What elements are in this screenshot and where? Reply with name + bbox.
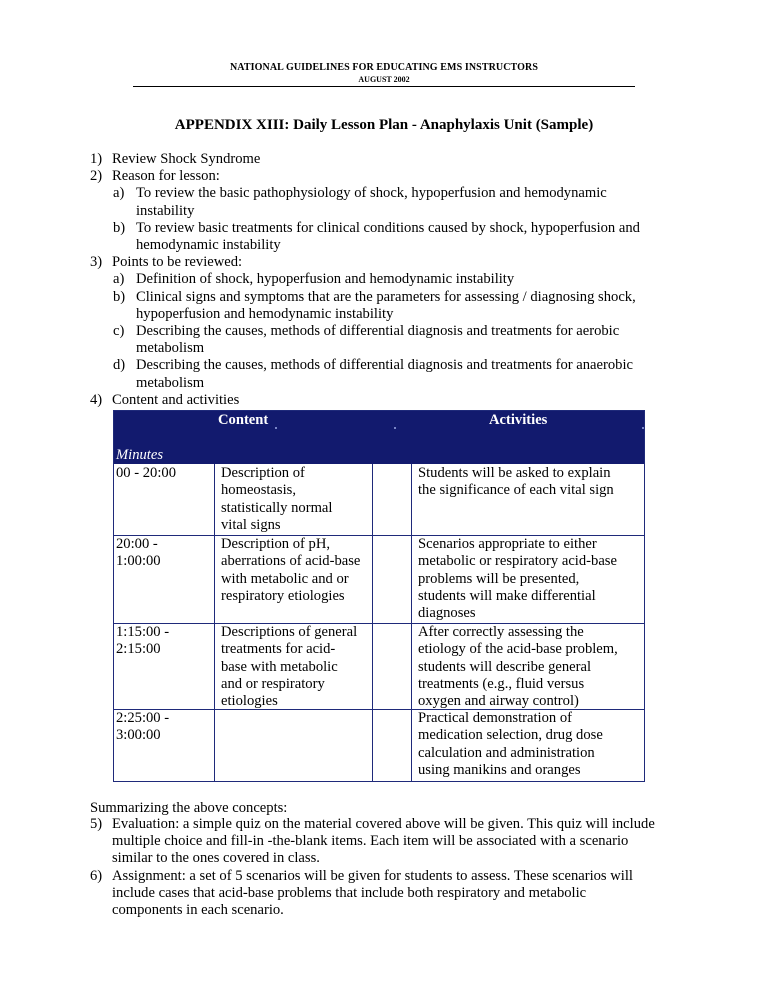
- time-cell: [116, 624, 169, 659]
- item-number: 2): [90, 168, 103, 185]
- header-activities: Activities: [489, 412, 548, 428]
- lesson-outline: [90, 151, 690, 409]
- content-line: statistically normal: [221, 499, 333, 516]
- sub-list-item: [90, 289, 690, 323]
- item-text: multiple choice and fill-in -the-blank items. Each item will be associated with a scenario: [112, 833, 629, 850]
- sub-item-line: instability: [136, 202, 195, 219]
- activities-line: using manikins and oranges: [418, 761, 581, 778]
- activities-line: problems will be presented,: [418, 570, 580, 587]
- list-item: [90, 868, 690, 920]
- item-number: 6): [90, 867, 103, 884]
- list-item: [90, 392, 690, 409]
- activities-line: Scenarios appropriate to either: [418, 536, 597, 552]
- sub-list-item: [90, 357, 690, 391]
- lesson-schedule-table: [113, 410, 644, 781]
- activities-line: students will describe general: [418, 658, 592, 675]
- time-cell: [116, 710, 169, 745]
- time-line: 3:00:00: [116, 727, 161, 744]
- sub-item-line: hypoperfusion and hemodynamic instability: [136, 305, 394, 322]
- activities-line: the significance of each vital sign: [418, 482, 614, 499]
- header-mark: [394, 427, 396, 429]
- sub-item-line: hemodynamic instability: [136, 237, 281, 254]
- activities-line: Students will be asked to explain: [418, 465, 611, 481]
- summary-label: Summarizing the above concepts:: [90, 800, 288, 816]
- time-line: 1:00:00: [116, 553, 161, 570]
- item-number: 4): [90, 391, 103, 408]
- time-line: 1:15:00 -: [116, 624, 170, 640]
- activities-line: diagnoses: [418, 605, 476, 622]
- content-line: base with metabolic: [221, 658, 338, 675]
- item-text: Points to be reviewed:: [112, 254, 243, 271]
- content-cell: [221, 465, 332, 534]
- header-mark: [275, 427, 277, 429]
- item-number: 3): [90, 254, 103, 271]
- content-line: Description of: [221, 465, 305, 481]
- content-line: etiologies: [221, 693, 278, 710]
- page-title: APPENDIX XIII: Daily Lesson Plan - Anaphylaxis Unit (Sample): [174, 117, 594, 133]
- running-header-title: NATIONAL GUIDELINES FOR EDUCATING EMS INSTRUCTORS: [229, 62, 538, 73]
- activities-cell: [418, 710, 603, 779]
- header-mark: [642, 427, 644, 429]
- time-line: 2:15:00: [116, 641, 161, 658]
- activities-line: students will make differential: [418, 587, 596, 604]
- content-line: aberrations of acid-base: [221, 553, 361, 570]
- time-line: 20:00 -: [116, 536, 158, 552]
- running-header-date: AUGUST 2002: [358, 75, 410, 84]
- sub-item-letter: a): [113, 185, 125, 202]
- header-minutes: Minutes: [116, 447, 164, 463]
- sub-item-line: To review the basic pathophysiology of shock, hypoperfusion and hemodynamic: [136, 185, 607, 202]
- sub-item-line: Clinical signs and symptoms that are the parameters for assessing / diagnosing shock,: [136, 288, 636, 305]
- list-item: [90, 254, 690, 271]
- sub-list-item: [90, 220, 690, 254]
- activities-cell: [418, 465, 614, 500]
- content-line: Description of pH,: [221, 536, 331, 552]
- content-line: treatments for acid-: [221, 641, 336, 658]
- time-line: 00 - 20:00: [116, 465, 176, 481]
- item-text: Assignment: a set of 5 scenarios will be given for students to assess. These scenarios will: [112, 867, 633, 884]
- header-rule: [133, 86, 635, 87]
- activities-line: calculation and administration: [418, 744, 595, 761]
- content-line: homeostasis,: [221, 482, 296, 499]
- header-content: Content: [218, 412, 269, 428]
- content-line: and or respiratory: [221, 675, 325, 692]
- sub-item-line: metabolism: [136, 340, 205, 357]
- item-text: similar to the ones covered in class.: [112, 850, 320, 867]
- activities-cell: [418, 624, 618, 710]
- item-text: components in each scenario.: [112, 902, 284, 919]
- table-header: [113, 410, 644, 464]
- sub-item-letter: d): [113, 357, 126, 374]
- sub-list-item: [90, 271, 690, 288]
- sub-item-line: Describing the causes, methods of differential diagnosis and treatments for aerobic: [136, 323, 620, 340]
- item-text: Reason for lesson:: [112, 168, 220, 185]
- sub-list-item: [90, 185, 690, 219]
- closing-list: [90, 816, 690, 919]
- activities-line: treatments (e.g., fluid versus: [418, 675, 585, 692]
- sub-item-line: Definition of shock, hypoperfusion and hemodynamic instability: [136, 271, 515, 288]
- activities-line: etiology of the acid-base problem,: [418, 641, 618, 658]
- sub-item-line: metabolism: [136, 374, 205, 391]
- activities-line: medication selection, drug dose: [418, 727, 603, 744]
- activities-line: After correctly assessing the: [418, 624, 584, 640]
- list-item: [90, 151, 690, 168]
- activities-line: Practical demonstration of: [418, 710, 572, 726]
- time-line: 2:25:00 -: [116, 710, 170, 726]
- time-cell: [116, 465, 176, 482]
- content-line: respiratory etiologies: [221, 587, 345, 604]
- sub-item-letter: c): [113, 323, 125, 340]
- sub-list-item: [90, 323, 690, 357]
- activities-cell: [418, 536, 617, 622]
- activities-line: oxygen and airway control): [418, 693, 579, 710]
- content-cell: [221, 624, 357, 710]
- activities-line: metabolic or respiratory acid-base: [418, 553, 617, 570]
- item-text: Content and activities: [112, 391, 240, 408]
- item-number: 5): [90, 816, 103, 832]
- list-item: [90, 168, 690, 185]
- sub-item-line: To review basic treatments for clinical conditions caused by shock, hypoperfusion and: [136, 219, 640, 236]
- time-cell: [116, 536, 161, 571]
- list-item: [90, 816, 690, 868]
- sub-item-line: Describing the causes, methods of differential diagnosis and treatments for anaerobic: [136, 357, 633, 374]
- content-line: with metabolic and or: [221, 570, 349, 587]
- sub-item-letter: b): [113, 288, 126, 305]
- item-number: 1): [90, 151, 103, 167]
- item-text: include cases that acid-base problems that include both respiratory and metabolic: [112, 884, 587, 901]
- content-line: Descriptions of general: [221, 624, 358, 640]
- sub-item-letter: a): [113, 271, 125, 288]
- item-text: Evaluation: a simple quiz on the material covered above will be given. This quiz will include: [112, 816, 655, 832]
- content-cell: [221, 536, 360, 605]
- item-text: Review Shock Syndrome: [112, 151, 261, 167]
- content-line: vital signs: [221, 516, 281, 533]
- sub-item-letter: b): [113, 219, 126, 236]
